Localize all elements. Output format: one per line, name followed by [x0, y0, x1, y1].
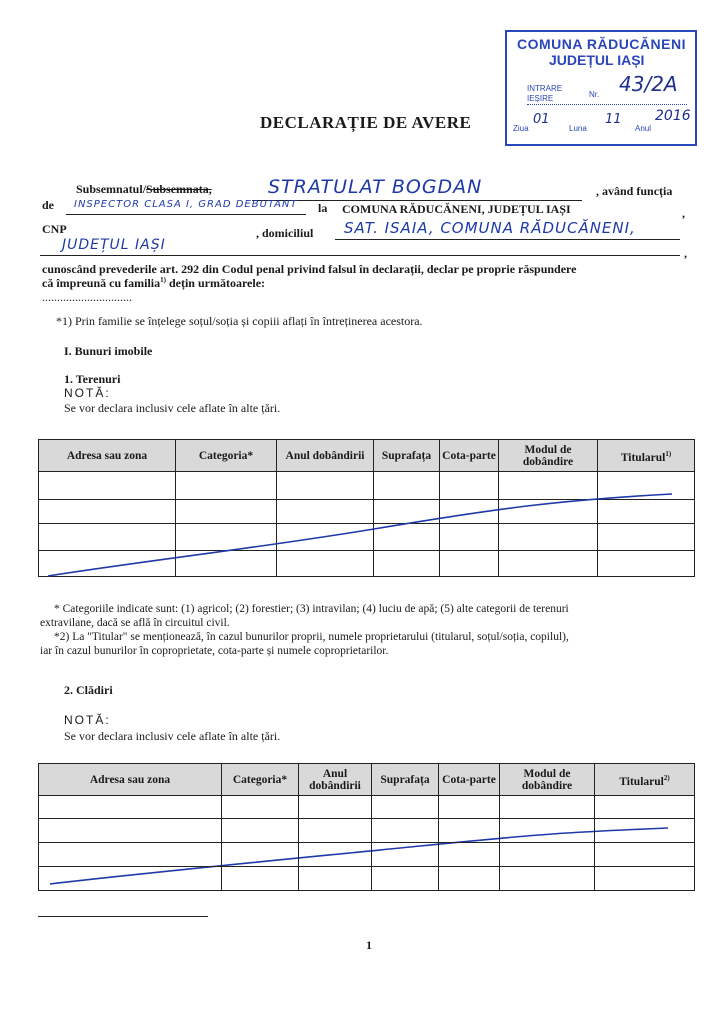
th-cota: Cota-parte: [440, 440, 499, 472]
stamp-line1: COMUNA RĂDUCĂNENI: [517, 36, 686, 52]
domiciliul-label: , domiciliul: [256, 226, 314, 240]
stamp-month: 11: [605, 112, 622, 127]
th-suprafata: Suprafața: [374, 440, 440, 472]
declarant-name: STRATULAT BOGDAN: [268, 176, 483, 198]
footnote-titular-a: *2) La "Titular" se menționează, în cazul bunurilor proprii, numele proprietarului (titularul, soțul/soția, copilul),: [54, 631, 569, 643]
declaration-paragraph-line2: că împreună cu familia$^{1)}$ dețin următoarele:: [42, 276, 266, 290]
stamp-intrare: INTRARE: [527, 84, 563, 93]
cladiri-table: [38, 763, 695, 891]
footnote-family: *1) Prin familie se înțelege soțul/soția și copiii aflați în întreținerea acestora.: [56, 314, 423, 328]
th-titular-2: Titularul$^{2)}$: [595, 764, 695, 796]
table-row: [39, 819, 695, 843]
th-anul: Anul dobândirii: [277, 440, 374, 472]
footnote-categorii-a: * Categoriile indicate sunt: (1) agricol; (2) forestier; (3) intravilan; (4) luciu de apă; (5) alte categorii de terenuri: [54, 603, 569, 615]
th-adresa: Adresa sau zona: [39, 440, 176, 472]
domiciliu-value: SAT. ISAIA, COMUNA RĂDUCĂNENI,: [344, 219, 636, 237]
stamp-day: 01: [533, 112, 550, 127]
th-suprafata-2: Suprafața: [372, 764, 439, 796]
table-row: [39, 843, 695, 867]
th-categoria-2: Categoria*: [222, 764, 299, 796]
th-cota-2: Cota-parte: [439, 764, 500, 796]
page-number: 1: [366, 938, 372, 952]
comma-2: ,: [684, 246, 687, 260]
stamp-luna-label: Luna: [569, 124, 587, 133]
cnp-label: CNP: [42, 222, 67, 236]
subsemnatul-label: Subsemnatul/Subsemnata,: [76, 182, 212, 196]
judet-value: JUDEȚUL IAȘI: [62, 237, 166, 253]
nota-text-1: Se vor declara inclusiv cele aflate în alte țări.: [64, 401, 281, 415]
subsection-cladiri: 2. Clădiri: [64, 683, 113, 697]
dots-line: ..............................: [42, 290, 132, 304]
table-row: [39, 796, 695, 819]
th-titular: Titularul$^{1)}$: [598, 440, 695, 472]
th-adresa-2: Adresa sau zona: [39, 764, 222, 796]
nota-text-2: Se vor declara inclusiv cele aflate în alte țări.: [64, 729, 281, 743]
stamp-iesire: IEȘIRE: [527, 94, 554, 103]
stamp-line2: JUDEȚUL IAȘI: [549, 52, 645, 68]
document-title: DECLARAȚIE DE AVERE: [260, 113, 472, 132]
de-label: de: [42, 198, 54, 212]
functia-value: INSPECTOR CLASA I, GRAD DEBUTANT: [74, 199, 298, 210]
la-label: la: [318, 201, 328, 215]
table-row: [39, 867, 695, 891]
subsection-terenuri: 1. Terenuri: [64, 372, 121, 386]
section-bunuri-imobile: I. Bunuri imobile: [64, 344, 153, 358]
institutia-value: COMUNA RĂDUCĂNENI, JUDEȚUL IAȘI: [342, 202, 571, 216]
nota-label-1: NOTĂ:: [64, 386, 111, 400]
th-anul-2: Anul dobândirii: [299, 764, 372, 796]
stamp-zi-label: Ziua: [513, 124, 529, 133]
stamp-nr-label: Nr.: [589, 90, 600, 99]
declaration-paragraph-line1: cunoscând prevederile art. 292 din Codul penal privind falsul în declarații, declar pe proprie răspundere: [42, 262, 577, 276]
footnote-categorii-b: extravilane, dacă se află în circuitul civil.: [40, 617, 230, 629]
footnote-titular-b: iar în cazul bunurilor în coproprietate, cota-parte și numele coproprietarilor.: [40, 645, 389, 657]
th-modul: Modul de dobândire: [499, 440, 598, 472]
avand-functia-label: , având funcția: [596, 184, 673, 198]
footer-rule: [38, 916, 208, 917]
th-categoria: Categoria*: [176, 440, 277, 472]
stamp-number: 43/2A: [619, 72, 678, 96]
nota-label-2: NOTĂ:: [64, 713, 111, 727]
stamp-anul-label: Anul: [635, 124, 652, 133]
th-modul-2: Modul de dobândire: [500, 764, 595, 796]
stamp-year: 2016: [655, 108, 691, 124]
comma-1: ,: [682, 206, 685, 220]
